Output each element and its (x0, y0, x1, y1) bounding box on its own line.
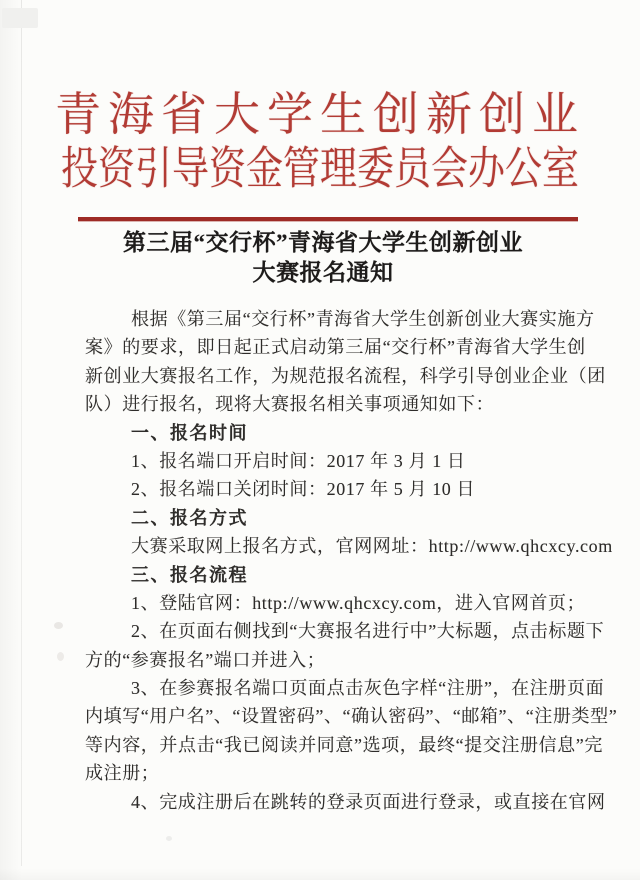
document-title (73, 228, 573, 288)
scan-smudge (166, 836, 172, 841)
section-heading: 一、报名时间 (131, 422, 248, 443)
document-line: 1、登陆官网：http://www.qhcxcy.com，进入官网首页； (131, 592, 586, 613)
scan-corner-artifact (2, 8, 38, 28)
section-heading: 二、报名方式 (131, 507, 248, 528)
document-line: 内填写“用户名”、“设置密码”、“确认密码”、“邮箱”、“注册类型” (85, 706, 618, 727)
section-heading: 三、报名流程 (131, 564, 248, 585)
document-line: 成注册； (85, 763, 160, 784)
document-line: 大赛采取网上报名方式，官网网址：http://www.qhcxcy.com (131, 536, 613, 557)
letterhead-org-name-line2: 投资引导资金管理委员会办公室 (61, 144, 579, 195)
scan-smudge (54, 622, 63, 629)
document-line: 方的“参赛报名”端口并进入； (85, 649, 326, 670)
document-line: 案》的要求，即日起正式启动第三届“交行杯”青海省大学生创 (85, 337, 586, 358)
document-line: 2、报名端口关闭时间：2017 年 5 月 10 日 (131, 479, 476, 500)
document-line: 等内容，并点击“我已阅读并同意”选项，最终“提交注册信息”完 (85, 734, 603, 755)
scan-smudge (57, 652, 64, 661)
document-title-line2: 大赛报名通知 (252, 260, 394, 285)
document-body (85, 305, 618, 816)
document-title-line1: 第三届“交行杯”青海省大学生创新创业 (123, 230, 523, 255)
letterhead-rule (78, 217, 578, 221)
document-line: 1、报名端口开启时间：2017 年 3 月 1 日 (131, 450, 466, 471)
document-line: 根据《第三届“交行杯”青海省大学生创新创业大赛实施方 (131, 309, 595, 329)
document-line: 3、在参赛报名端口页面点击灰色字样“注册”，在注册页面 (131, 678, 605, 699)
scan-bottom-shade (0, 868, 640, 880)
letterhead-org-name-line1: 青海省大学生创新创业 (55, 89, 585, 140)
document-line: 4、完成注册后在跳转的登录页面进行登录，或直接在官网 (131, 791, 606, 812)
document-line: 队）进行报名，现将大赛报名相关事项通知如下： (85, 394, 495, 415)
document-line: 2、在页面右侧找到“大赛报名进行中”大标题，点击标题下 (131, 621, 605, 642)
document-line: 新创业大赛报名工作，为规范报名流程，科学引导创业企业（团 (85, 365, 606, 386)
